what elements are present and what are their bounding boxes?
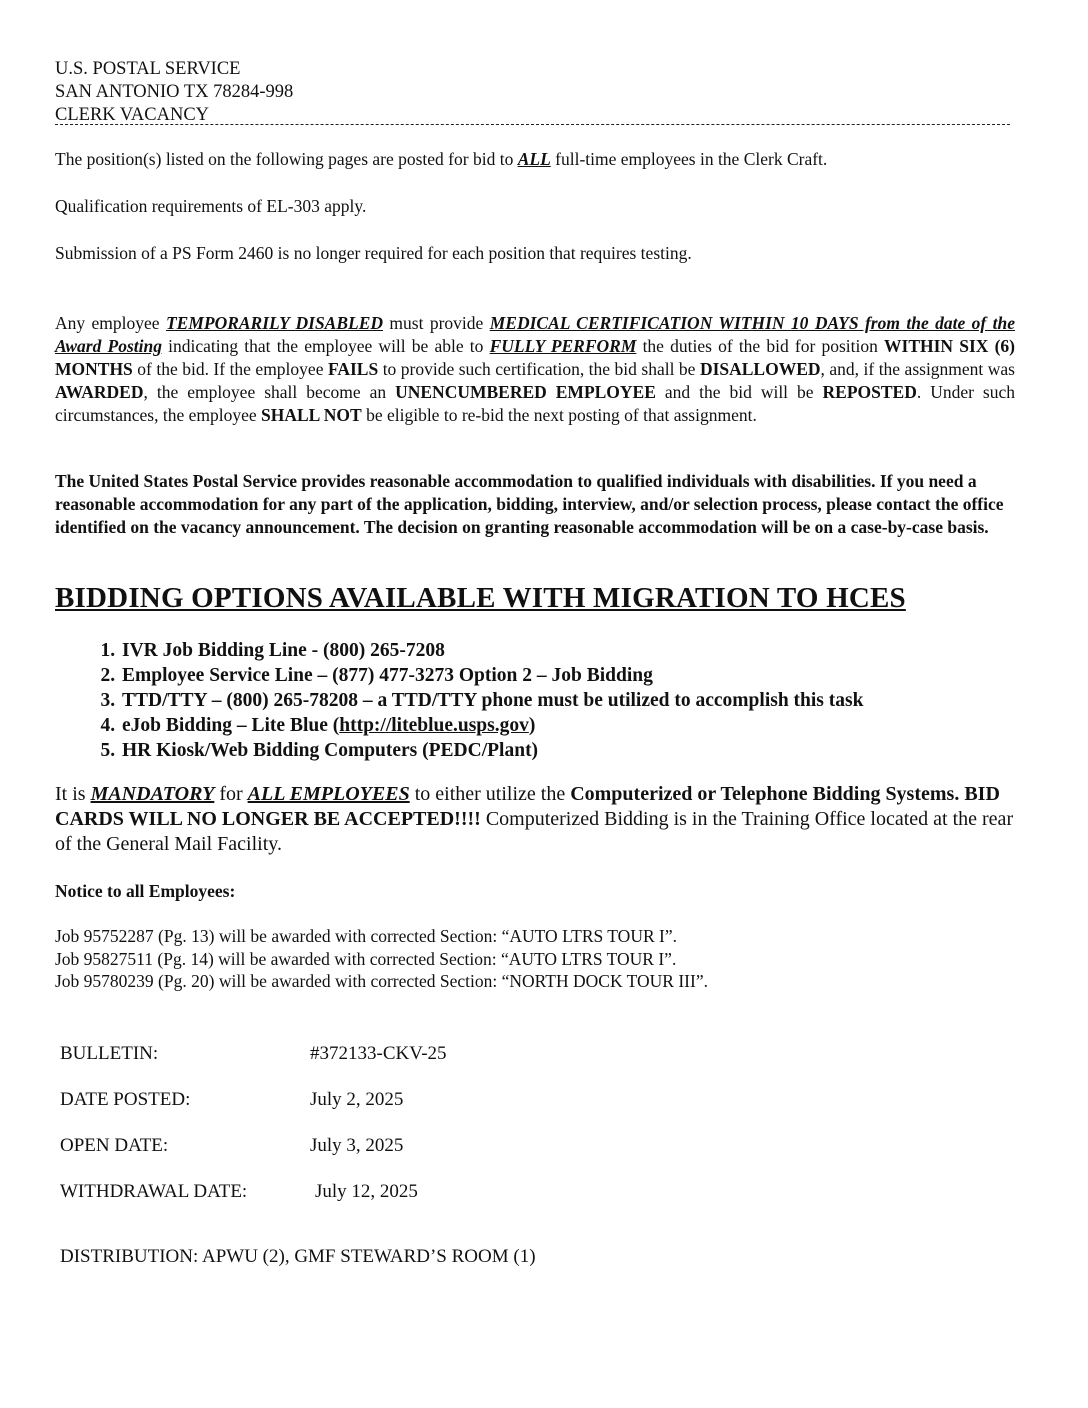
bulletin-row — [60, 1043, 447, 1065]
open-date-value: July 3, 2025 — [310, 1135, 404, 1156]
date-posted-value: July 2, 2025 — [310, 1089, 404, 1110]
option-ejob-bidding: 4. eJob Bidding – Lite Blue (http://liteblue.usps.gov) — [120, 713, 863, 738]
dashed-divider — [55, 124, 1010, 125]
option-hr-kiosk: 5. HR Kiosk/Web Bidding Computers (PEDC/Plant) — [120, 738, 863, 763]
notice-job-line: Job 95780239 (Pg. 20) will be awarded with corrected Section: “NORTH DOCK TOUR III”. — [55, 971, 708, 991]
liteblue-link[interactable]: http://liteblue.usps.gov — [339, 715, 529, 736]
distribution-line: DISTRIBUTION: APWU (2), GMF STEWARD’S ROOM (1) — [60, 1246, 536, 1267]
option-ttd-tty: 3. TTD/TTY – (800) 265-78208 – a TTD/TTY phone must be utilized to accomplish this task — [120, 688, 863, 713]
option-ivr-line: 1. IVR Job Bidding Line - (800) 265-7208 — [120, 638, 863, 663]
open-date-row — [60, 1135, 404, 1157]
notice-job-line: Job 95752287 (Pg. 13) will be awarded with corrected Section: “AUTO LTRS TOUR I”. — [55, 926, 677, 946]
intro-qualification: Qualification requirements of EL-303 apply. — [55, 196, 367, 216]
notice-job-line: Job 95827511 (Pg. 14) will be awarded with corrected Section: “AUTO LTRS TOUR I”. — [55, 948, 677, 969]
bidding-options-heading: BIDDING OPTIONS AVAILABLE WITH MIGRATION TO HCES — [55, 582, 906, 614]
document-title: CLERK VACANCY — [55, 105, 210, 125]
open-date-label: OPEN DATE: — [60, 1135, 169, 1156]
bulletin-value: #372133-CKV-25 — [310, 1043, 447, 1064]
withdrawal-date-label: WITHDRAWAL DATE: — [60, 1181, 248, 1202]
date-posted-label: DATE POSTED: — [60, 1089, 191, 1110]
notice-jobs — [55, 925, 1035, 993]
bulletin-label: BULLETIN: — [60, 1043, 159, 1064]
temporarily-disabled-notice: Any employee TEMPORARILY DISABLED must provide MEDICAL CERTIFICATION WITHIN 10 DAYS from the date of the Award Posting indicating that the employee will be able to FULLY PERFORM the duties of the bid for position WITHIN SIX (6) MONTHS of the bid. If the employee FAILS to provide such certification, the bid shall be DISALLOWED, and, if the assignment was AWARDED, the employee shall become an UNENCUMBERED EMPLOYEE and the bid will be REPOSTED. Under such circumstances, the employee SHALL NOT be eligible to re-bid the next posting of that assignment. — [55, 313, 1015, 425]
notice-title: Notice to all Employees: — [55, 881, 236, 901]
date-posted-row — [60, 1089, 404, 1111]
bidding-options-list — [88, 638, 863, 763]
withdrawal-date-value: July 12, 2025 — [315, 1181, 418, 1202]
withdrawal-date-row — [60, 1181, 418, 1203]
accommodation-notice: The United States Postal Service provides reasonable accommodation to qualified individuals with disabilities. If you need a reasonable accommodation for any part of the application, bidding, interview, and/or selection process, please contact the office identified on the vacancy announcement. The decision on granting reasonable accommodation will be on a case-by-case basis. — [55, 471, 1004, 537]
option-employee-service-line: 2. Employee Service Line – (877) 477-3273 Option 2 – Job Bidding — [120, 663, 863, 688]
org-address: SAN ANTONIO TX 78284-998 — [55, 82, 294, 102]
intro-testing: Submission of a PS Form 2460 is no longer required for each position that requires testing. — [55, 243, 692, 263]
intro-eligibility: The position(s) listed on the following pages are posted for bid to ALL full-time employees in the Clerk Craft. — [55, 149, 828, 169]
org-name: U.S. POSTAL SERVICE — [55, 59, 241, 79]
mandatory-notice: It is MANDATORY for ALL EMPLOYEES to either utilize the Computerized or Telephone Bidding Systems. BID CARDS WILL NO LONGER BE ACCEPTED!!!! Computerized Bidding is in the Training Office located at the rear of the General Mail Facility. — [55, 783, 1014, 855]
letterhead — [55, 58, 293, 127]
